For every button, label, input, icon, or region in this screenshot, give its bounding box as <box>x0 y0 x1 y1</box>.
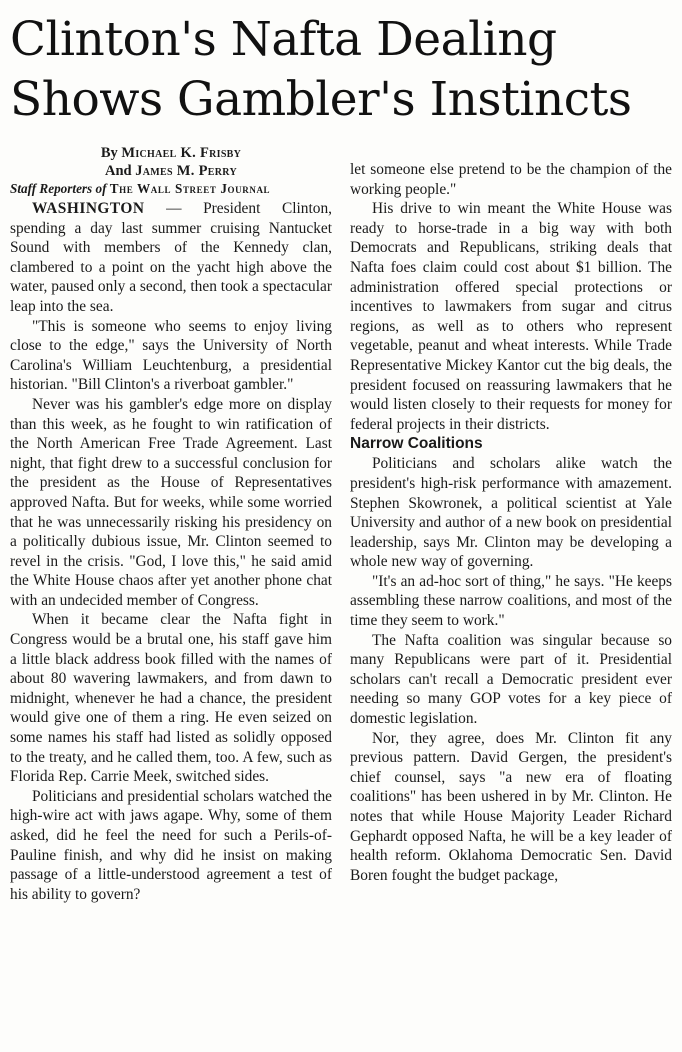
section-subhead: Narrow Coalitions <box>350 435 483 453</box>
paragraph-7: His drive to win meant the White House was ready to horse-trade in a big way with both Democrats and Republicans, striking deals that Nafta foes claim could cost about $1 billion. The administration offered special protections or incentives to lawmakers from sugar and citrus regions, as well as to others who represent vegetable, peanut and wheat interests. While Trade Representative Mickey Kantor cut the big deals, the president focused on reassuring lawmakers that he would listen closely to their requests for money for federal projects in their districts. <box>350 200 672 433</box>
article-column-right <box>350 160 672 885</box>
headline-line-1: Clinton's Nafta Dealing <box>10 12 557 67</box>
author-name-2: James M. Perry <box>135 163 237 179</box>
newspaper-name: The Wall Street Journal <box>109 181 271 196</box>
byline-and: And <box>105 163 132 179</box>
paragraph-1 <box>10 199 332 317</box>
paragraph-1-text: — President Clinton, spending a day last summer cruising Nantucket Sound with members of the Kennedy clan, clambered to a point on the yacht high above the water, paused only a second, then took a spectacular leap into the sea. <box>10 200 332 315</box>
byline-author-2 <box>10 162 332 180</box>
byline-by: By <box>100 145 118 161</box>
paragraph-2: "This is someone who seems to enjoy living close to the edge," says the University of North Carolina's William Leuchtenburg, a presidential historian. "Bill Clinton's a riverboat gambler." <box>10 317 332 394</box>
author-name-1: Michael K. Frisby <box>121 145 242 161</box>
byline-author-1 <box>10 144 332 162</box>
headline <box>10 10 675 130</box>
paragraph-4: When it became clear the Nafta fight in Congress would be a brutal one, his staff gave him a little black address book filled with the names of about 80 wavering lawmakers, and from dawn to midnight, whenever he had a chance, the president would give one of them a ring. He even seized on some names his staff had listed as solidly opposed to the treaty, and he called them, too. A few, such as Florida Rep. Carrie Meek, switched sides. <box>10 611 332 786</box>
dateline: WASHINGTON <box>32 200 145 217</box>
paragraph-8: Politicians and scholars alike watch the president's high-risk performance with amazement. Stephen Skowronek, a political scientist at Yale University and author of a new book on presidential leadership, says Mr. Clinton may be developing a whole new way of governing. <box>350 455 672 571</box>
article-column-left <box>10 144 332 904</box>
paragraph-9: "It's an ad-hoc sort of thing," he says. "He keeps assembling these narrow coalitions, and most of the time they seem to work." <box>350 572 672 630</box>
paragraph-10: The Nafta coalition was singular because so many Republicans were part of it. Presidential scholars can't recall a Democratic president ever needing so many GOP votes for a key piece of domestic legislation. <box>350 631 672 728</box>
paragraph-3: Never was his gambler's edge more on display than this week, as he fought to win ratification of the North American Free Trade Agreement. Last night, that fight drew to a successful conclusion for the president as the House of Representatives approved Nafta. But for weeks, while some worried that he was unnecessarily risking his presidency on a politically dubious issue, Mr. Clinton seemed to revel in the crisis. "God, I love this," he said amid the White House chaos after yet another phone chat with an undecided member of Congress. <box>10 395 332 609</box>
paragraph-11: Nor, they agree, does Mr. Clinton fit any previous pattern. David Gergen, the president's chief counsel, says "a new era of floating coalitions" has been ushered in by Mr. Clinton. He notes that while House Majority Leader Richard Gephardt opposed Nafta, he will be a key leader of health reform. Oklahoma Democratic Sen. David Boren fought the budget package, <box>350 729 672 884</box>
headline-line-2: Shows Gambler's Instincts <box>10 72 632 127</box>
staff-credit <box>10 180 332 198</box>
staff-prefix: Staff Reporters of <box>10 181 107 196</box>
paragraph-5: Politicians and presidential scholars watched the high-wire act with jaws agape. Why, some of them asked, did he feel the need for such a Perils-of-Pauline finish, and why did he insist on making passage of a little-understood agreement a test of his ability to govern? <box>10 787 332 903</box>
paragraph-6: let someone else pretend to be the champion of the working people." <box>350 161 672 198</box>
